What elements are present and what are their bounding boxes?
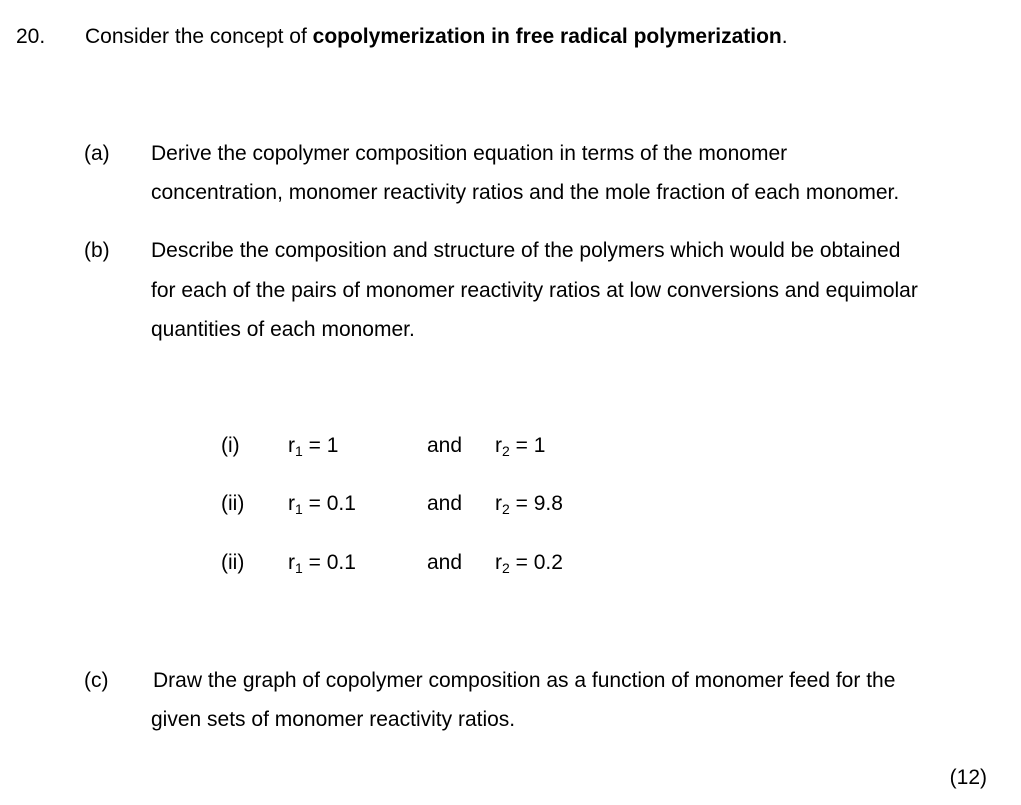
pair-and: and — [427, 434, 463, 457]
r1-subscript: 1 — [295, 501, 303, 517]
r1-value: = 0.1 — [302, 492, 356, 515]
r2-symbol: r — [495, 434, 502, 457]
question-number: 20. — [16, 25, 46, 48]
r2-symbol: r — [495, 551, 502, 574]
r2-value: = 1 — [509, 434, 546, 457]
marks-value: (12) — [949, 766, 987, 789]
r2-symbol: r — [495, 492, 502, 515]
pair-r2 — [495, 492, 563, 521]
part-a-label: (a) — [84, 142, 110, 165]
part-c-line-1: Draw the graph of copolymer composition as a function of monomer feed for the — [153, 669, 896, 692]
r2-subscript: 2 — [502, 560, 510, 576]
pair-r2 — [495, 434, 545, 463]
r1-subscript: 1 — [295, 443, 303, 459]
r1-value: = 0.1 — [302, 551, 356, 574]
question-intro-prefix: Consider the concept of — [85, 25, 313, 48]
pair-r1 — [288, 551, 356, 580]
r2-subscript: 2 — [502, 443, 510, 459]
part-c-line-2: given sets of monomer reactivity ratios. — [151, 708, 516, 731]
pair-label: (ii) — [221, 492, 245, 515]
r2-value: = 0.2 — [509, 551, 563, 574]
pair-r2 — [495, 551, 563, 580]
pair-and: and — [427, 551, 463, 574]
part-b-line-2: for each of the pairs of monomer reactivity ratios at low conversions and equimolar — [151, 279, 918, 302]
r2-value: = 9.8 — [509, 492, 563, 515]
part-b-line-3: quantities of each monomer. — [151, 318, 415, 341]
pair-label: (i) — [221, 434, 240, 457]
r1-symbol: r — [288, 492, 295, 515]
pair-r1 — [288, 492, 356, 521]
question-intro-topic: copolymerization in free radical polymerization — [312, 25, 782, 48]
pair-label: (ii) — [221, 551, 245, 574]
part-a-line-2: concentration, monomer reactivity ratios and the mole fraction of each monomer. — [151, 181, 900, 204]
pair-and: and — [427, 492, 463, 515]
r1-subscript: 1 — [295, 560, 303, 576]
question-intro — [85, 25, 788, 49]
r1-value: = 1 — [302, 434, 339, 457]
part-c-label: (c) — [84, 669, 109, 692]
r1-symbol: r — [288, 434, 295, 457]
part-a-line-1: Derive the copolymer composition equation in terms of the monomer — [151, 142, 788, 165]
pair-r1 — [288, 434, 338, 463]
part-b-line-1: Describe the composition and structure of the polymers which would be obtained — [151, 239, 901, 262]
r2-subscript: 2 — [502, 501, 510, 517]
part-b-label: (b) — [84, 239, 110, 262]
r1-symbol: r — [288, 551, 295, 574]
question-intro-suffix: . — [781, 25, 788, 48]
